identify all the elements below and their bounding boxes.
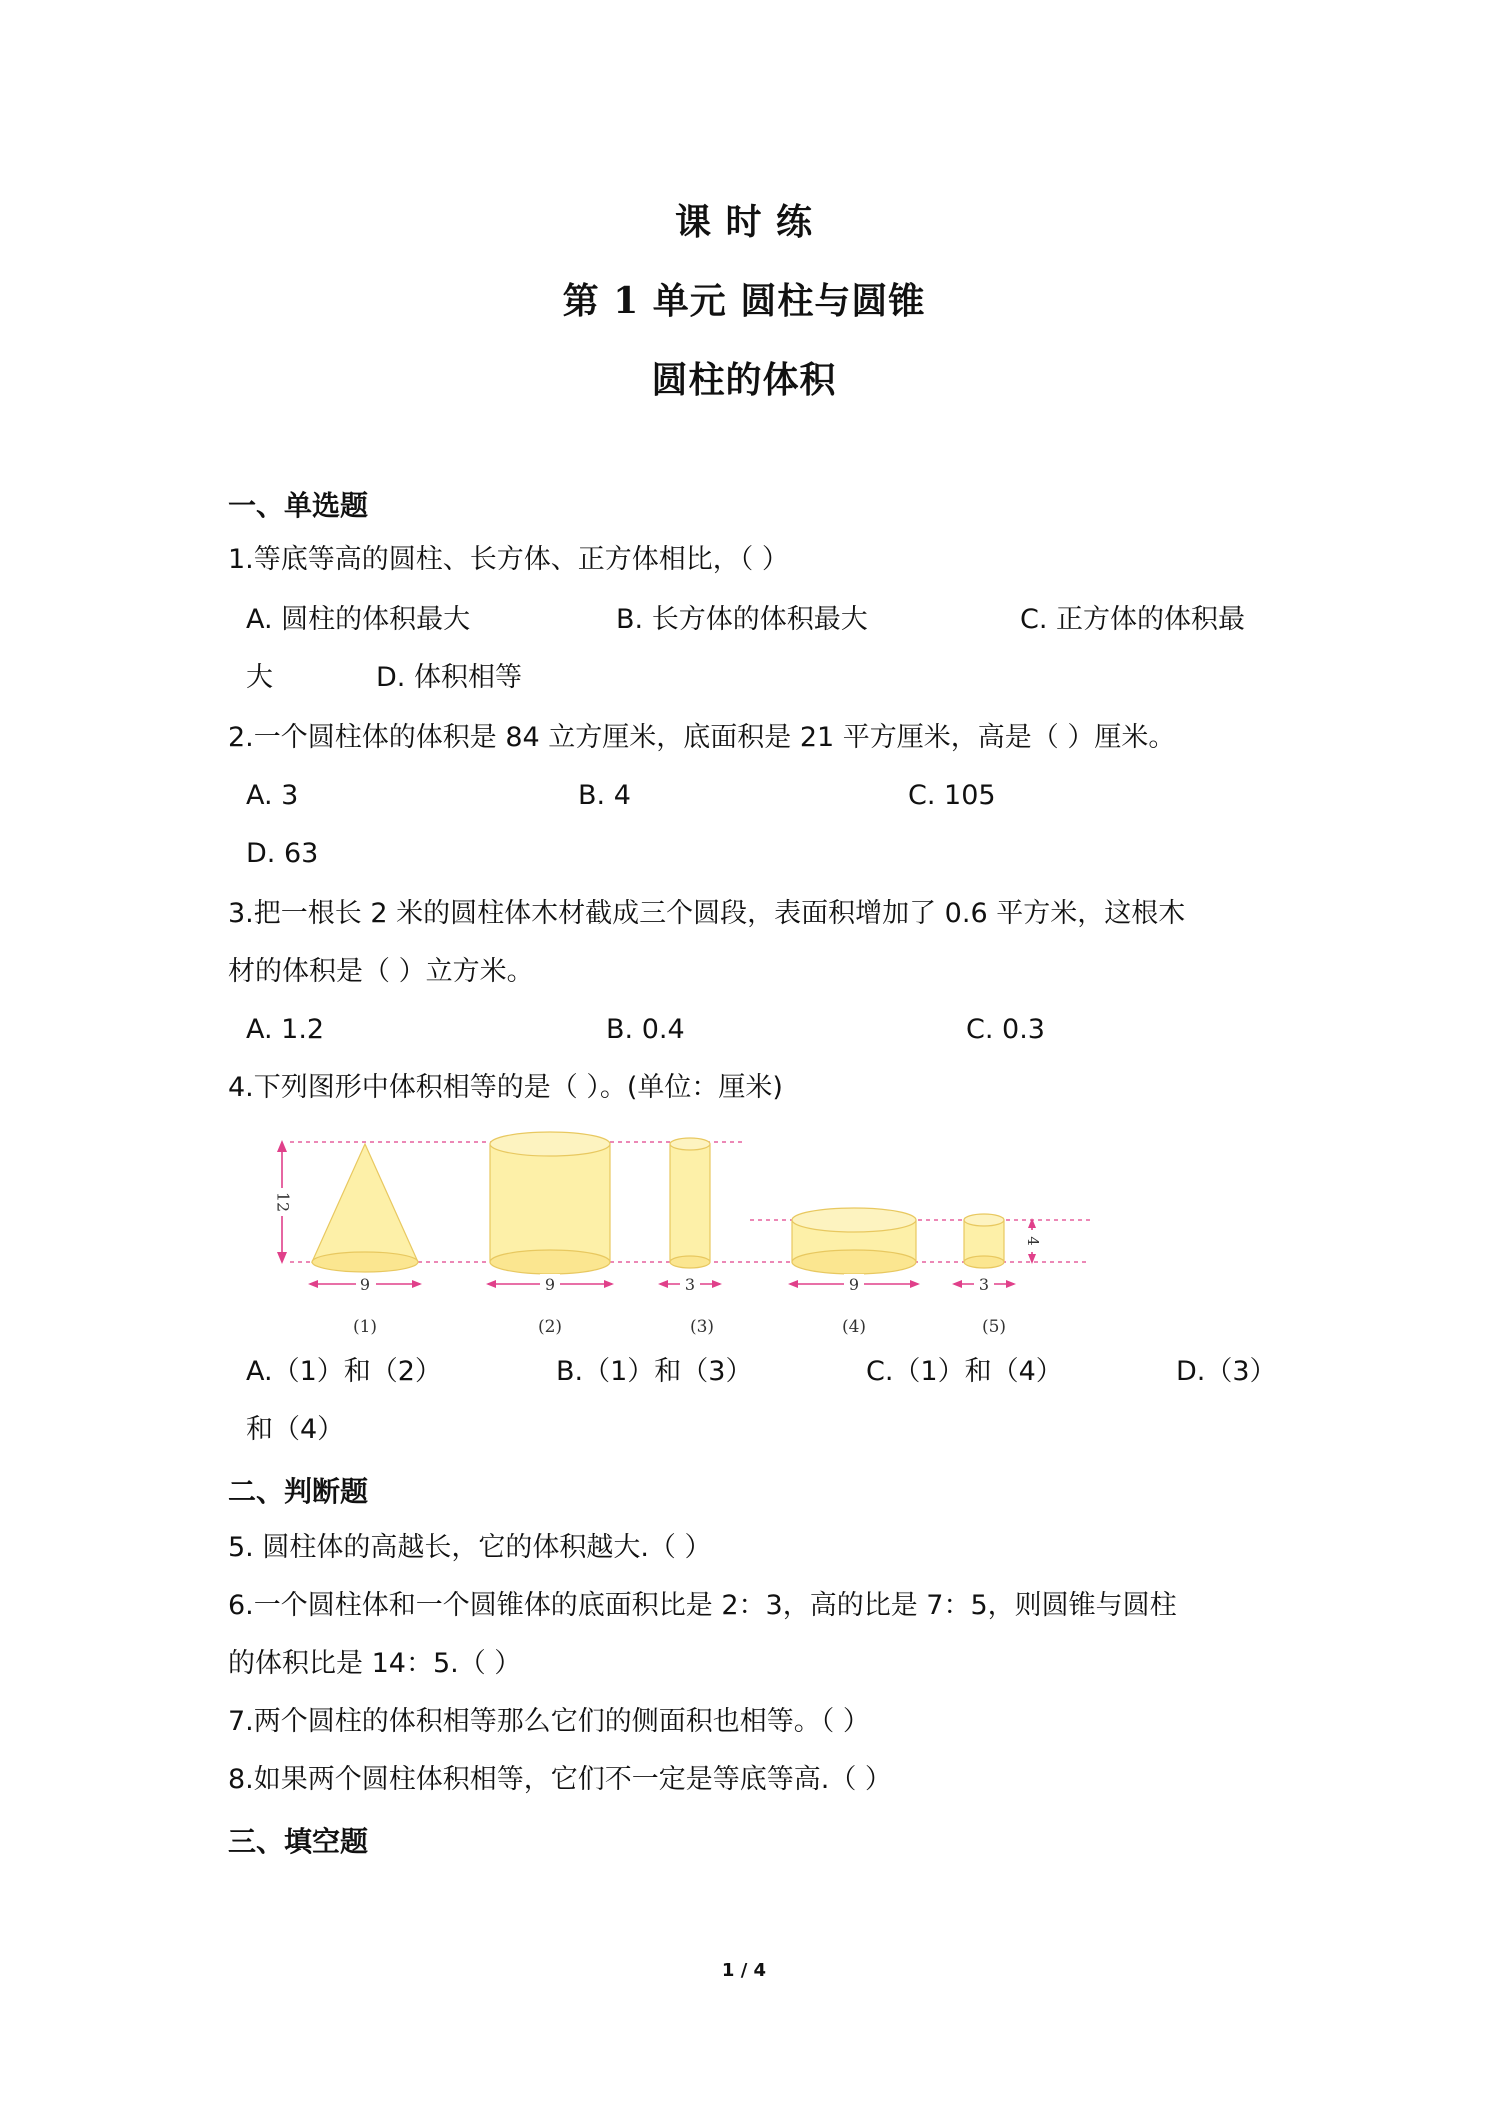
question-4-option-d: D.（3） — [1176, 1356, 1277, 1387]
section-heading-fill-in: 三、填空题 — [228, 1825, 369, 1858]
question-4-option-d-continued: 和（4） — [246, 1414, 345, 1445]
question-8-stem: 8.如果两个圆柱体积相等，它们不一定是等底等高.（ ） — [228, 1764, 892, 1795]
question-7-stem: 7.两个圆柱的体积相等那么它们的侧面积也相等。（ ） — [228, 1706, 870, 1737]
worksheet-title: 课 时 练 — [674, 201, 814, 243]
question-3-stem-line-1: 3.把一根长 2 米的圆柱体木材截成三个圆段，表面积增加了 0.6 平方米，这根木 — [228, 898, 1186, 929]
question-2-option-d: D. 63 — [246, 838, 319, 869]
cylinder-5-base — [964, 1256, 1004, 1268]
dimension-arrow-up — [277, 1140, 287, 1152]
question-4-option-a: A.（1）和（2） — [246, 1356, 442, 1387]
dimension-height-4-arrow-up — [1028, 1218, 1036, 1228]
question-1-option-b: B. 长方体的体积最大 — [616, 604, 868, 635]
question-1-option-a: A. 圆柱的体积最大 — [246, 604, 471, 635]
dimension-height-4-label: 4 — [1024, 1236, 1042, 1246]
section-heading-true-false: 二、判断题 — [228, 1475, 369, 1508]
cone-base — [312, 1252, 418, 1272]
cylinder-5-top — [964, 1214, 1004, 1226]
question-1-stem: 1.等底等高的圆柱、长方体、正方体相比，（ ） — [228, 544, 789, 575]
question-4-option-b: B.（1）和（3） — [556, 1356, 753, 1387]
dimension-height-12-label: 12 — [273, 1191, 293, 1213]
question-1-option-c: C. 正方体的体积最 — [1020, 604, 1246, 635]
question-3-option-a: A. 1.2 — [246, 1014, 325, 1045]
question-2-option-a: A. 3 — [246, 780, 299, 811]
cylinder-3-top — [670, 1138, 710, 1150]
diameter-dimension-5 — [952, 1274, 1016, 1294]
diameter-dimension-3 — [658, 1274, 722, 1294]
dimension-arrow-down — [277, 1252, 287, 1264]
cylinder-2-base — [490, 1250, 610, 1274]
cylinder-3-base — [670, 1256, 710, 1268]
question-1-option-c-continued: 大 — [246, 662, 273, 693]
cylinder-3-body — [670, 1144, 710, 1262]
question-1-option-d: D. 体积相等 — [376, 662, 522, 693]
cylinder-4-top — [792, 1208, 916, 1232]
question-2-option-b: B. 4 — [578, 780, 631, 811]
cylinder-2-body — [490, 1144, 610, 1262]
cylinder-2-top — [490, 1132, 610, 1156]
shape-label-3: (3) — [689, 1317, 715, 1337]
section-heading-single-choice: 一、单选题 — [228, 489, 369, 522]
question-3-option-b: B. 0.4 — [606, 1014, 685, 1045]
cone-shape — [312, 1144, 418, 1262]
unit-title: 第 1 单元 圆柱与圆锥 — [562, 280, 926, 322]
question-4-option-c: C.（1）和（4） — [866, 1356, 1063, 1387]
shape-label-4: (4) — [841, 1317, 867, 1337]
cylinder-4-base — [792, 1250, 916, 1274]
diameter-label-4: 9 — [848, 1275, 860, 1294]
question-6-stem-line-1: 6.一个圆柱体和一个圆锥体的底面积比是 2：3，高的比是 7：5，则圆锥与圆柱 — [228, 1590, 1177, 1621]
question-2-stem: 2.一个圆柱体的体积是 84 立方厘米，底面积是 21 平方厘米，高是（ ）厘米。 — [228, 722, 1176, 753]
question-4-stem: 4.下列图形中体积相等的是（ ）。(单位：厘米) — [228, 1072, 783, 1103]
diameter-label-5: 3 — [978, 1275, 990, 1294]
page-number: 1 / 4 — [721, 1960, 767, 1981]
question-3-option-c: C. 0.3 — [966, 1014, 1045, 1045]
diameter-dimension-4 — [788, 1274, 920, 1294]
question-3-stem-line-2: 材的体积是（ ）立方米。 — [228, 956, 534, 987]
question-2-option-c: C. 105 — [908, 780, 996, 811]
shape-label-1: (1) — [352, 1317, 378, 1337]
shape-label-5: (5) — [981, 1317, 1007, 1337]
volume-shapes-figure — [270, 1122, 1110, 1352]
diameter-dimension-1 — [308, 1274, 422, 1294]
diameter-label-3: 3 — [684, 1275, 696, 1294]
question-5-stem: 5. 圆柱体的高越长，它的体积越大.（ ） — [228, 1532, 712, 1563]
shape-label-2: (2) — [537, 1317, 563, 1337]
diameter-dimension-2 — [486, 1274, 614, 1294]
question-6-stem-line-2: 的体积比是 14：5.（ ） — [228, 1648, 522, 1679]
diameter-label-1: 9 — [359, 1275, 371, 1294]
lesson-title: 圆柱的体积 — [651, 359, 837, 401]
diameter-label-2: 9 — [544, 1275, 556, 1294]
